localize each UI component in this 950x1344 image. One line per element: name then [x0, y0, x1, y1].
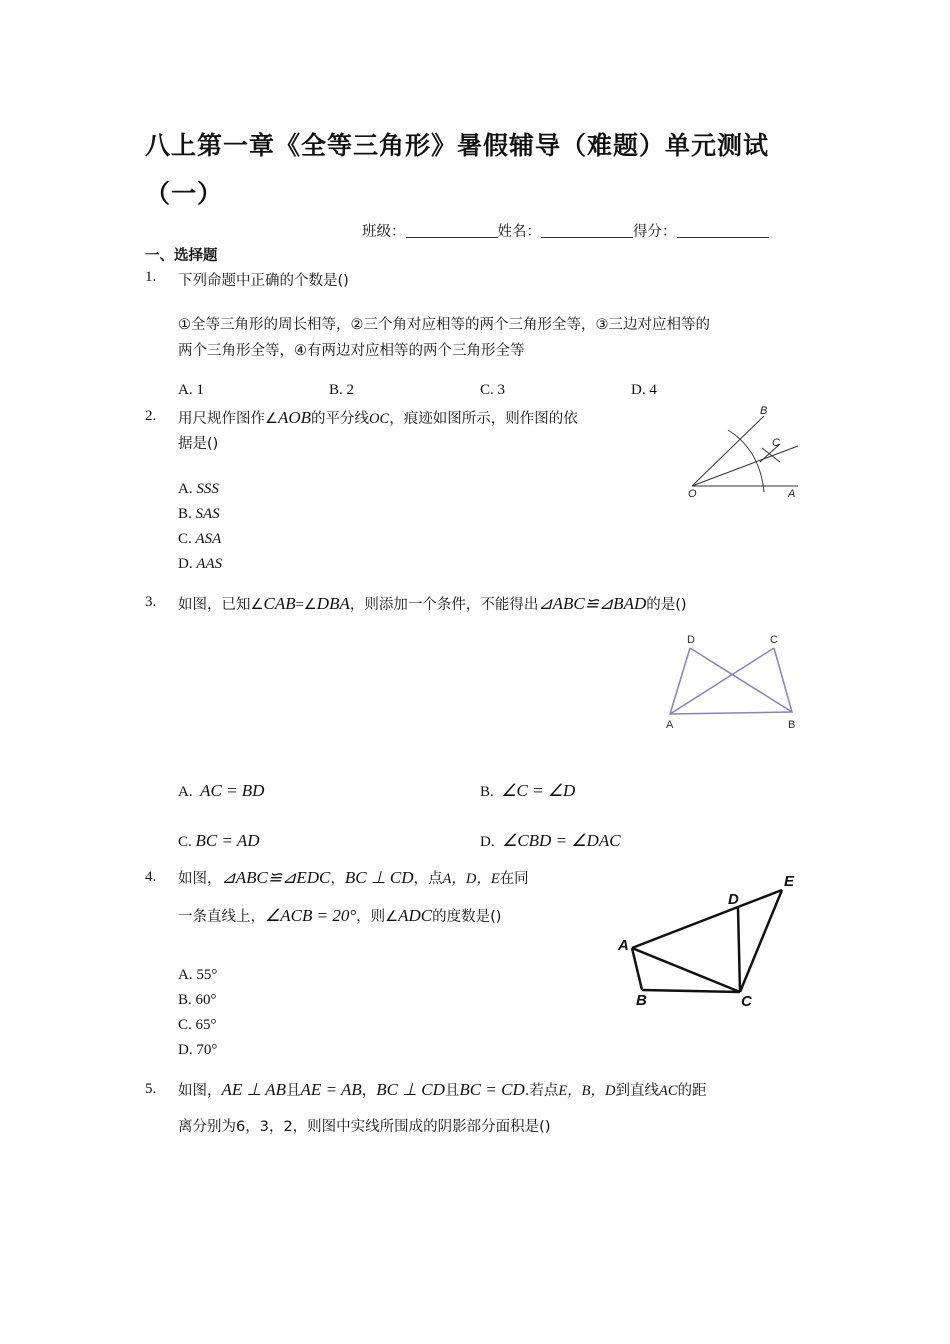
label-d: D	[687, 634, 695, 646]
option-letter: C.	[178, 834, 192, 850]
q2-figure	[680, 398, 810, 502]
q4-stem-text: ，	[330, 871, 345, 887]
option-text: ∠C = ∠D	[501, 781, 576, 800]
option-letter: D.	[480, 834, 495, 850]
q1-stem: 下列命题中正确的个数是()	[178, 273, 349, 289]
label-a: A	[618, 937, 629, 954]
q5-line: AC	[659, 1083, 678, 1099]
q4-option-d[interactable]: D. 70°	[178, 1042, 218, 1058]
q1-statement-line2: 两个三角形全等，④有两边对应相等的两个三角形全等	[178, 343, 525, 359]
option-text: SSS	[196, 481, 219, 497]
q4-perpendicular: BC ⊥ CD	[344, 868, 414, 887]
q5-stem-text: 且	[444, 1083, 460, 1099]
q3-stem	[178, 593, 687, 614]
q4-number: 4.	[145, 869, 157, 885]
q5-stem-text: ，	[361, 1083, 377, 1099]
q1-option-d[interactable]: D. 4	[631, 382, 657, 398]
q4-congruence: ⊿ABC≌⊿EDC	[221, 868, 331, 887]
label-o: O	[688, 488, 697, 500]
q2-option-b[interactable]	[178, 506, 220, 523]
q4-stem-text: ，点	[413, 871, 443, 887]
page-title: 八上第一章《全等三角形》暑假辅导（难题）单元测试	[145, 131, 770, 160]
quadrilateral-sides	[670, 648, 792, 714]
option-text: AAS	[196, 556, 223, 572]
name-label: 姓名：	[497, 224, 541, 240]
q3-option-c[interactable]	[178, 831, 260, 851]
q5-equality: AE = AB	[300, 1080, 362, 1099]
q5-stem	[178, 1079, 707, 1100]
label-c: C	[772, 437, 780, 449]
q1-number: 1.	[145, 269, 157, 285]
student-info-line	[362, 220, 769, 241]
q5-perpendicular: AE ⊥ AB	[221, 1080, 287, 1099]
name-blank[interactable]	[541, 223, 633, 238]
q1-option-b[interactable]: B. 2	[329, 382, 355, 398]
q3-stem-text: 如图，已知∠	[178, 597, 264, 613]
q4-option-a[interactable]: A. 55°	[178, 967, 218, 983]
q5-perpendicular: BC ⊥ CD	[376, 1080, 445, 1099]
q1-option-c[interactable]: C. 3	[480, 382, 506, 398]
q5-stem-text: .若点	[524, 1083, 559, 1099]
q2-stem-text: 用尺规作图作∠	[178, 411, 278, 427]
class-blank[interactable]	[406, 223, 498, 238]
class-label: 班级：	[362, 224, 406, 240]
option-text: AC = BD	[200, 781, 265, 800]
q3-congruence: ⊿ABC≌⊿BAD	[538, 594, 647, 613]
q4-option-c[interactable]: C. 65°	[178, 1017, 217, 1033]
q2-number: 2.	[145, 408, 157, 424]
q2-stem-text: ，痕迹如图所示，则作图的依	[389, 411, 578, 427]
option-letter: B.	[480, 784, 494, 800]
q4-stem-text: 如图，	[178, 871, 222, 887]
diagonal-ac	[670, 648, 774, 714]
option-text: ASA	[195, 531, 222, 547]
section-heading: 一、选择题	[145, 248, 218, 264]
q5-points: E，B，D	[558, 1083, 616, 1099]
option-letter: A.	[178, 481, 193, 497]
q5-stem-text: 如图，	[178, 1083, 222, 1099]
q5-stem-text: 到直线	[615, 1083, 660, 1099]
label-b: B	[636, 992, 647, 1009]
q4-figure	[610, 868, 810, 1010]
label-c: C	[741, 993, 752, 1010]
q4-stem	[178, 867, 529, 888]
q2-ray: OC	[369, 411, 390, 427]
label-b: B	[760, 405, 768, 417]
segment-ae	[632, 890, 782, 948]
segment-bc	[642, 990, 740, 992]
q2-stem-text: 的平分线	[311, 411, 370, 427]
q1-statement-line1: ①全等三角形的周长相等，②三个角对应相等的两个三角形全等，③三边对应相等的	[178, 317, 710, 333]
label-a: A	[666, 719, 674, 731]
q4-stem-line2	[178, 905, 501, 926]
q5-number: 5.	[145, 1081, 157, 1097]
label-a: A	[788, 488, 796, 500]
q3-eq: =∠	[295, 597, 317, 613]
segment-ec	[740, 890, 782, 992]
page-title-line2: （一）	[145, 179, 224, 208]
q4-angle-value: ∠ACB = 20°	[265, 906, 357, 925]
q4-stem-text: ，则∠	[356, 909, 399, 925]
q3-option-a[interactable]	[178, 781, 264, 801]
q4-option-b[interactable]: B. 60°	[178, 992, 217, 1008]
score-blank[interactable]	[677, 223, 769, 238]
option-text: BC = AD	[195, 831, 260, 850]
q2-stem-line2: 据是()	[178, 436, 219, 452]
label-c: C	[770, 634, 778, 646]
q3-option-d[interactable]	[480, 831, 621, 851]
q5-stem-text: 的距	[677, 1083, 707, 1099]
q5-stem-text: 且	[286, 1083, 301, 1099]
segment-dc	[738, 908, 740, 992]
q4-stem-text: 的度数是()	[432, 909, 502, 925]
q4-stem-text: 在同	[499, 871, 529, 887]
q2-option-d[interactable]	[178, 556, 222, 573]
option-text: ∠CBD = ∠DAC	[502, 831, 621, 850]
option-letter: C.	[178, 531, 192, 547]
label-d: D	[728, 891, 739, 908]
q3-stem-text: 的是()	[646, 597, 687, 613]
q4-stem-text: 一条直线上，	[178, 909, 265, 925]
option-letter: B.	[178, 506, 192, 522]
q3-figure	[660, 628, 810, 734]
q4-angle: ADC	[398, 906, 433, 925]
label-e: E	[784, 873, 795, 890]
option-letter: A.	[178, 784, 193, 800]
q3-angle: DBA	[316, 594, 350, 613]
q2-option-a[interactable]	[178, 481, 219, 498]
q2-option-c[interactable]	[178, 531, 221, 548]
q5-stem-line2: 离分别为6，3，2，则图中实线所围成的阴影部分面积是()	[178, 1119, 551, 1135]
q5-equality: BC = CD	[459, 1080, 525, 1099]
q3-option-b[interactable]	[480, 781, 575, 801]
arc-mark	[762, 448, 780, 462]
q3-angle: CAB	[263, 594, 296, 613]
q1-option-a[interactable]: A. 1	[178, 382, 204, 398]
segment-ac	[632, 948, 740, 992]
q3-stem-text: ，则添加一个条件，不能得出	[349, 597, 539, 613]
q2-angle: AOB	[278, 408, 312, 427]
q2-stem	[178, 407, 578, 428]
ray-oc	[692, 446, 798, 486]
label-b: B	[788, 719, 796, 731]
ray-ob	[692, 416, 764, 486]
q4-points: A，D，E	[442, 871, 500, 887]
score-label: 得分：	[633, 224, 677, 240]
option-letter: D.	[178, 556, 193, 572]
q3-number: 3.	[145, 594, 157, 610]
segment-ab	[632, 948, 642, 990]
option-text: SAS	[195, 506, 220, 522]
